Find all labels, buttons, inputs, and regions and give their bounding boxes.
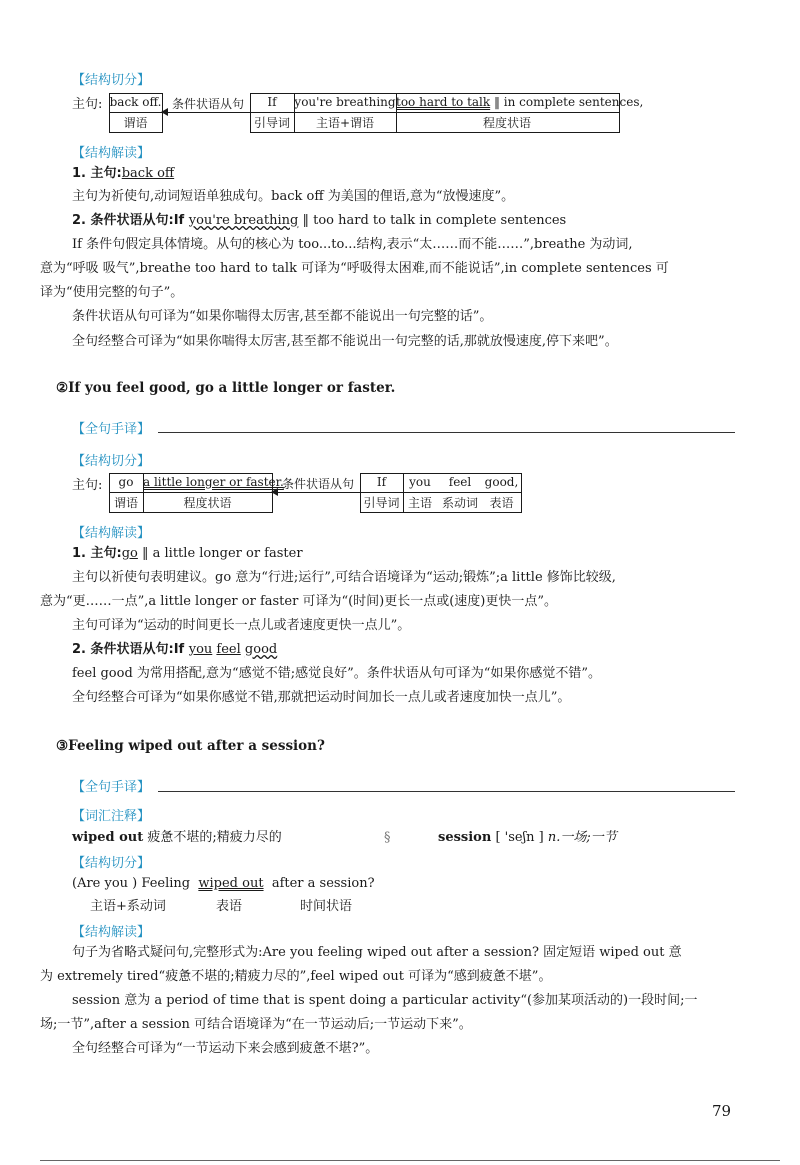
feel-role: 系动词 <box>441 496 478 510</box>
degree-adverbial-role-1: 程度状语 <box>482 116 531 130</box>
heading-main-clause-2: 1. 主句:go ‖ a little longer or faster <box>72 546 303 561</box>
structure-split-tag-1: 【结构切分】 <box>72 73 151 88</box>
clause-arrow-2 <box>272 492 360 493</box>
sentence-title-2: ②If you feel good, go a little longer or faster. <box>56 380 396 396</box>
go-text: go <box>118 475 134 489</box>
go-role: 谓语 <box>113 496 138 510</box>
if-text-1: If <box>267 95 277 109</box>
vocab-entry-wiped-out: wiped out 疲惫不堪的;精疲力尽的 <box>72 830 282 845</box>
split-role-1: 主语+系动词 <box>90 899 166 914</box>
you-text: you <box>409 475 431 489</box>
vocab-separator: § <box>384 830 391 845</box>
main-clause-label-2: 主句: <box>72 478 103 493</box>
heading-main-clause-1: 1. 主句:back off <box>72 166 175 181</box>
degree-adverbial-role-2: 程度状语 <box>183 496 232 510</box>
paragraph-line: feel good 为常用搭配,意为“感觉不错;感觉良好”。条件状语从句可译为“如果你感觉不错”。 <box>72 666 602 681</box>
paragraph-line: 全句经整合可译为“如果你感觉不错,那就把运动时间加长一点儿或者速度加快一点儿”。 <box>72 690 571 705</box>
good-text: good, <box>484 475 519 489</box>
paragraph-line: 句子为省略式疑问句,完整形式为:Are you feeling wiped out after a session? 固定短语 wiped out 意 <box>72 945 682 960</box>
paragraph-line: 意为“呼吸 吸气”,breathe too hard to talk 可译为“呼吸得太困难,而不能说话”,in complete sentences 可 <box>40 261 669 276</box>
feel-text: feel <box>448 475 472 489</box>
degree-adverbial-text-1: too hard to talk ‖ in complete sentences, <box>396 95 644 109</box>
if-role-1: 引导词 <box>253 116 290 130</box>
paragraph-line: 意为“更……一点”,a little longer or faster 可译为“(时间)更长一点或(速度)更快一点”。 <box>40 594 558 609</box>
clause-arrow-1 <box>162 112 250 113</box>
subject-verb-text-1: you're breathing <box>294 95 396 109</box>
degree-adverbial-text-2: a little longer or faster. <box>143 475 284 489</box>
vocab-tag-3: 【词汇注释】 <box>72 809 151 824</box>
main-verb-role: 谓语 <box>123 116 148 130</box>
you-role: 主语 <box>407 496 432 510</box>
structure-split-tag-2: 【结构切分】 <box>72 454 151 469</box>
page-number: 79 <box>712 1102 732 1120</box>
heading-conditional-1: 2. 条件状语从句:If you're breathing ‖ too hard to talk in complete sentences <box>72 213 567 228</box>
paragraph-line: 为 extremely tired“疲惫不堪的;精疲力尽的”,feel wiped out 可译为“感到疲惫不堪”。 <box>40 969 552 984</box>
if-role-2: 引导词 <box>363 496 400 510</box>
paragraph-line: 条件状语从句可译为“如果你喘得太厉害,甚至都不能说出一句完整的话”。 <box>72 309 493 324</box>
structure-read-tag-2: 【结构解读】 <box>72 526 151 541</box>
paragraph-line: 全句经整合可译为“如果你喘得太厉害,甚至都不能说出一句完整的话,那就放慢速度,停下来吧”。 <box>72 334 618 349</box>
vocab-entry-session: session [ 'seʃn ] n.一场;一节 <box>438 830 617 845</box>
translation-answer-line-2[interactable] <box>158 432 735 433</box>
heading-conditional-2: 2. 条件状语从句:If you feel good <box>72 642 278 657</box>
paragraph-line: 全句经整合可译为“一节运动下来会感到疲惫不堪?”。 <box>72 1041 379 1056</box>
structure-split-tag-3: 【结构切分】 <box>72 856 151 871</box>
subject-verb-role-1: 主语+谓语 <box>315 116 375 130</box>
arrow-label-2: 条件状语从句 <box>281 477 354 491</box>
good-role: 表语 <box>489 496 514 510</box>
structure-split-line-3: (Are you ) Feeling wiped out after a session? <box>72 876 375 891</box>
split-role-3: 时间状语 <box>300 899 353 914</box>
bottom-rule <box>40 1160 780 1161</box>
if-text-2: If <box>376 475 387 489</box>
structure-read-tag-1: 【结构解读】 <box>72 146 151 161</box>
split-role-2: 表语 <box>216 899 243 914</box>
translate-tag-3: 【全句手译】 <box>72 780 151 795</box>
paragraph-line: 主句以祈使句表明建议。go 意为“行进;运行”,可结合语境译为“运动;锻炼”;a little 修饰比较级, <box>72 570 616 585</box>
translation-answer-line-3[interactable] <box>158 791 735 792</box>
arrow-label-1: 条件状语从句 <box>171 97 244 111</box>
paragraph-line: 译为“使用完整的句子”。 <box>40 285 184 300</box>
paragraph-line: 场;一节”,after a session 可结合语境译为“在一节运动后;一节运动下来”。 <box>40 1017 472 1032</box>
main-clause-label-1: 主句: <box>72 97 103 112</box>
paragraph-line: If 条件句假定具体情境。从句的核心为 too...to...结构,表示“太……而不能……”,breathe 为动词, <box>72 237 633 252</box>
paragraph-line: 主句为祈使句,动词短语单独成句。back off 为美国的俚语,意为“放慢速度”。 <box>72 189 515 204</box>
paragraph-line: 主句可译为“运动的时间更长一点儿或者速度更快一点儿”。 <box>72 618 411 633</box>
main-verb-text: back off. <box>109 95 162 109</box>
paragraph-line: session 意为 a period of time that is spent doing a particular activity“(参加某项活动的)一段时间;一 <box>72 993 698 1008</box>
structure-read-tag-3: 【结构解读】 <box>72 925 151 940</box>
translate-tag-2: 【全句手译】 <box>72 422 151 437</box>
sentence-title-3: ③Feeling wiped out after a session? <box>56 738 325 754</box>
